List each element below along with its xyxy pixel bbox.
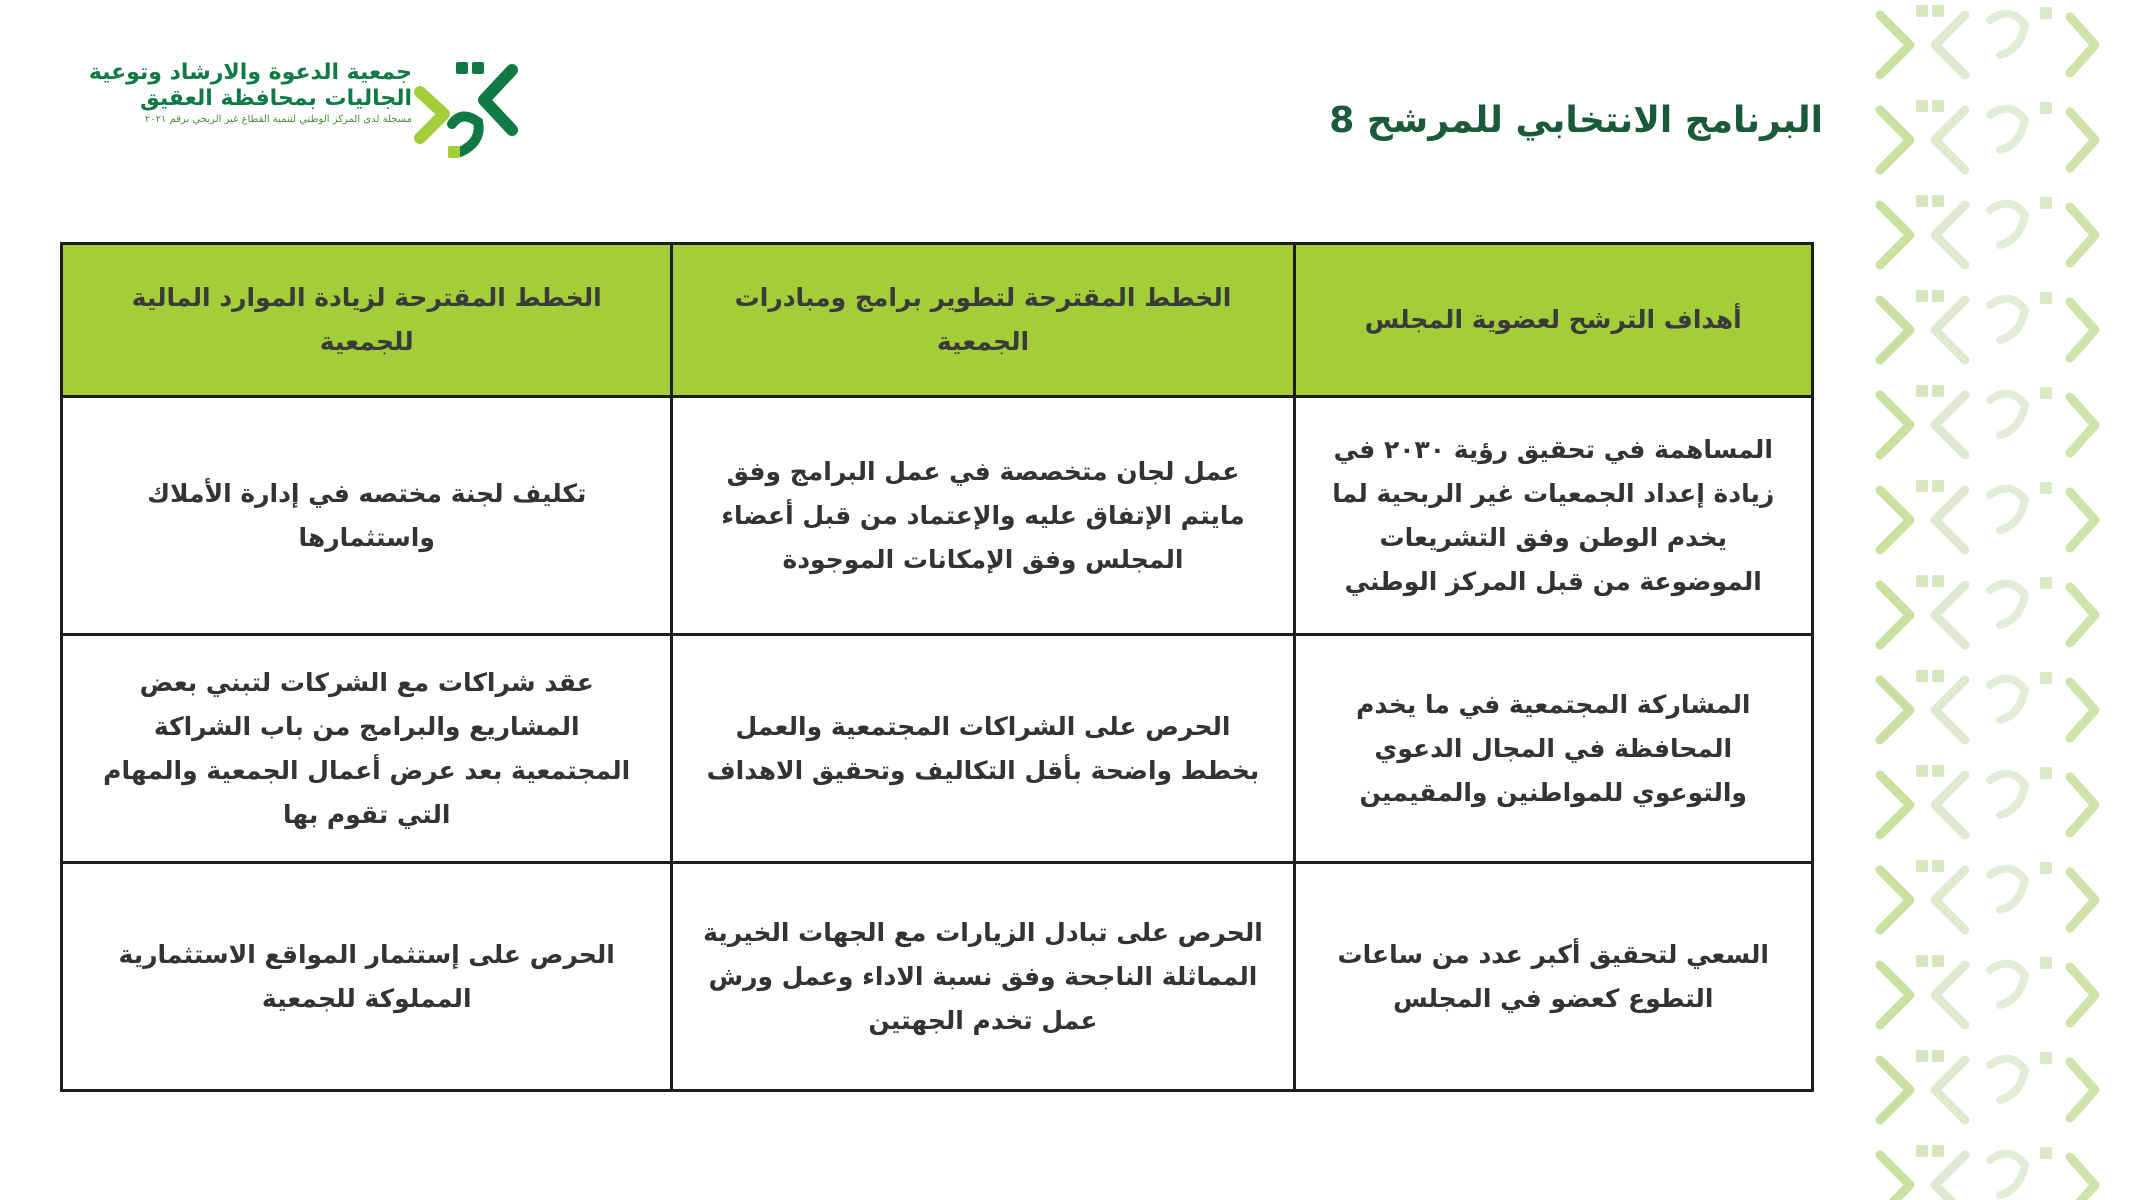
table-row bbox=[62, 635, 1813, 863]
logo-registration-note: مسجلة لدى المركز الوطني لتنمية القطاع غير الربحي برقم ٢٠٢١ bbox=[144, 114, 412, 125]
table-cell: الحرص على تبادل الزيارات مع الجهات الخيرية المماثلة الناجحة وفق نسبة الاداء وعمل ورش عمل تخدم الجهتين bbox=[672, 863, 1294, 1091]
logo-name-line1: جمعية الدعوة والارشاد وتوعية bbox=[88, 60, 412, 85]
decorative-pattern bbox=[1870, 0, 2133, 1200]
page-title: البرنامج الانتخابي للمرشح 8 bbox=[1329, 100, 1823, 141]
table-cell: تكليف لجنة مختصه في إدارة الأملاك واستثمارها bbox=[62, 397, 672, 635]
column-header-financial-plans: الخطط المقترحة لزيادة الموارد المالية للجمعية bbox=[62, 244, 672, 397]
column-header-goals: أهداف الترشح لعضوية المجلس bbox=[1294, 244, 1813, 397]
table-row bbox=[62, 397, 1813, 635]
organization-logo bbox=[60, 50, 520, 160]
table-cell: عمل لجان متخصصة في عمل البرامج وفق مايتم الإتفاق عليه والإعتماد من قبل أعضاء المجلس وفق الإمكانات الموجودة bbox=[672, 397, 1294, 635]
pattern-graphic bbox=[1870, 0, 2133, 1200]
candidate-program-table bbox=[60, 242, 1814, 1092]
table-cell: عقد شراكات مع الشركات لتبني بعض المشاريع والبرامج من باب الشراكة المجتمعية بعد عرض أعمال الجمعية والمهام التي تقوم بها bbox=[62, 635, 672, 863]
table-row bbox=[62, 863, 1813, 1091]
logo-name-line2: الجاليات بمحافظة العقيق bbox=[139, 86, 412, 111]
table-header-row bbox=[62, 244, 1813, 397]
table-cell: الحرص على الشراكات المجتمعية والعمل بخطط واضحة بأقل التكاليف وتحقيق الاهداف bbox=[672, 635, 1294, 863]
logo-mark-icon bbox=[412, 52, 522, 162]
table-cell: المساهمة في تحقيق رؤية ٢٠٣٠ في زيادة إعداد الجمعيات غير الربحية لما يخدم الوطن وفق التشريعات الموضوعة من قبل المركز الوطني bbox=[1294, 397, 1813, 635]
column-header-program-plans: الخطط المقترحة لتطوير برامج ومبادرات الجمعية bbox=[672, 244, 1294, 397]
table-cell: السعي لتحقيق أكبر عدد من ساعات التطوع كعضو في المجلس bbox=[1294, 863, 1813, 1091]
table-cell: الحرص على إستثمار المواقع الاستثمارية المملوكة للجمعية bbox=[62, 863, 672, 1091]
logo-text bbox=[60, 60, 412, 128]
table-cell: المشاركة المجتمعية في ما يخدم المحافظة في المجال الدعوي والتوعوي للمواطنين والمقيمين bbox=[1294, 635, 1813, 863]
